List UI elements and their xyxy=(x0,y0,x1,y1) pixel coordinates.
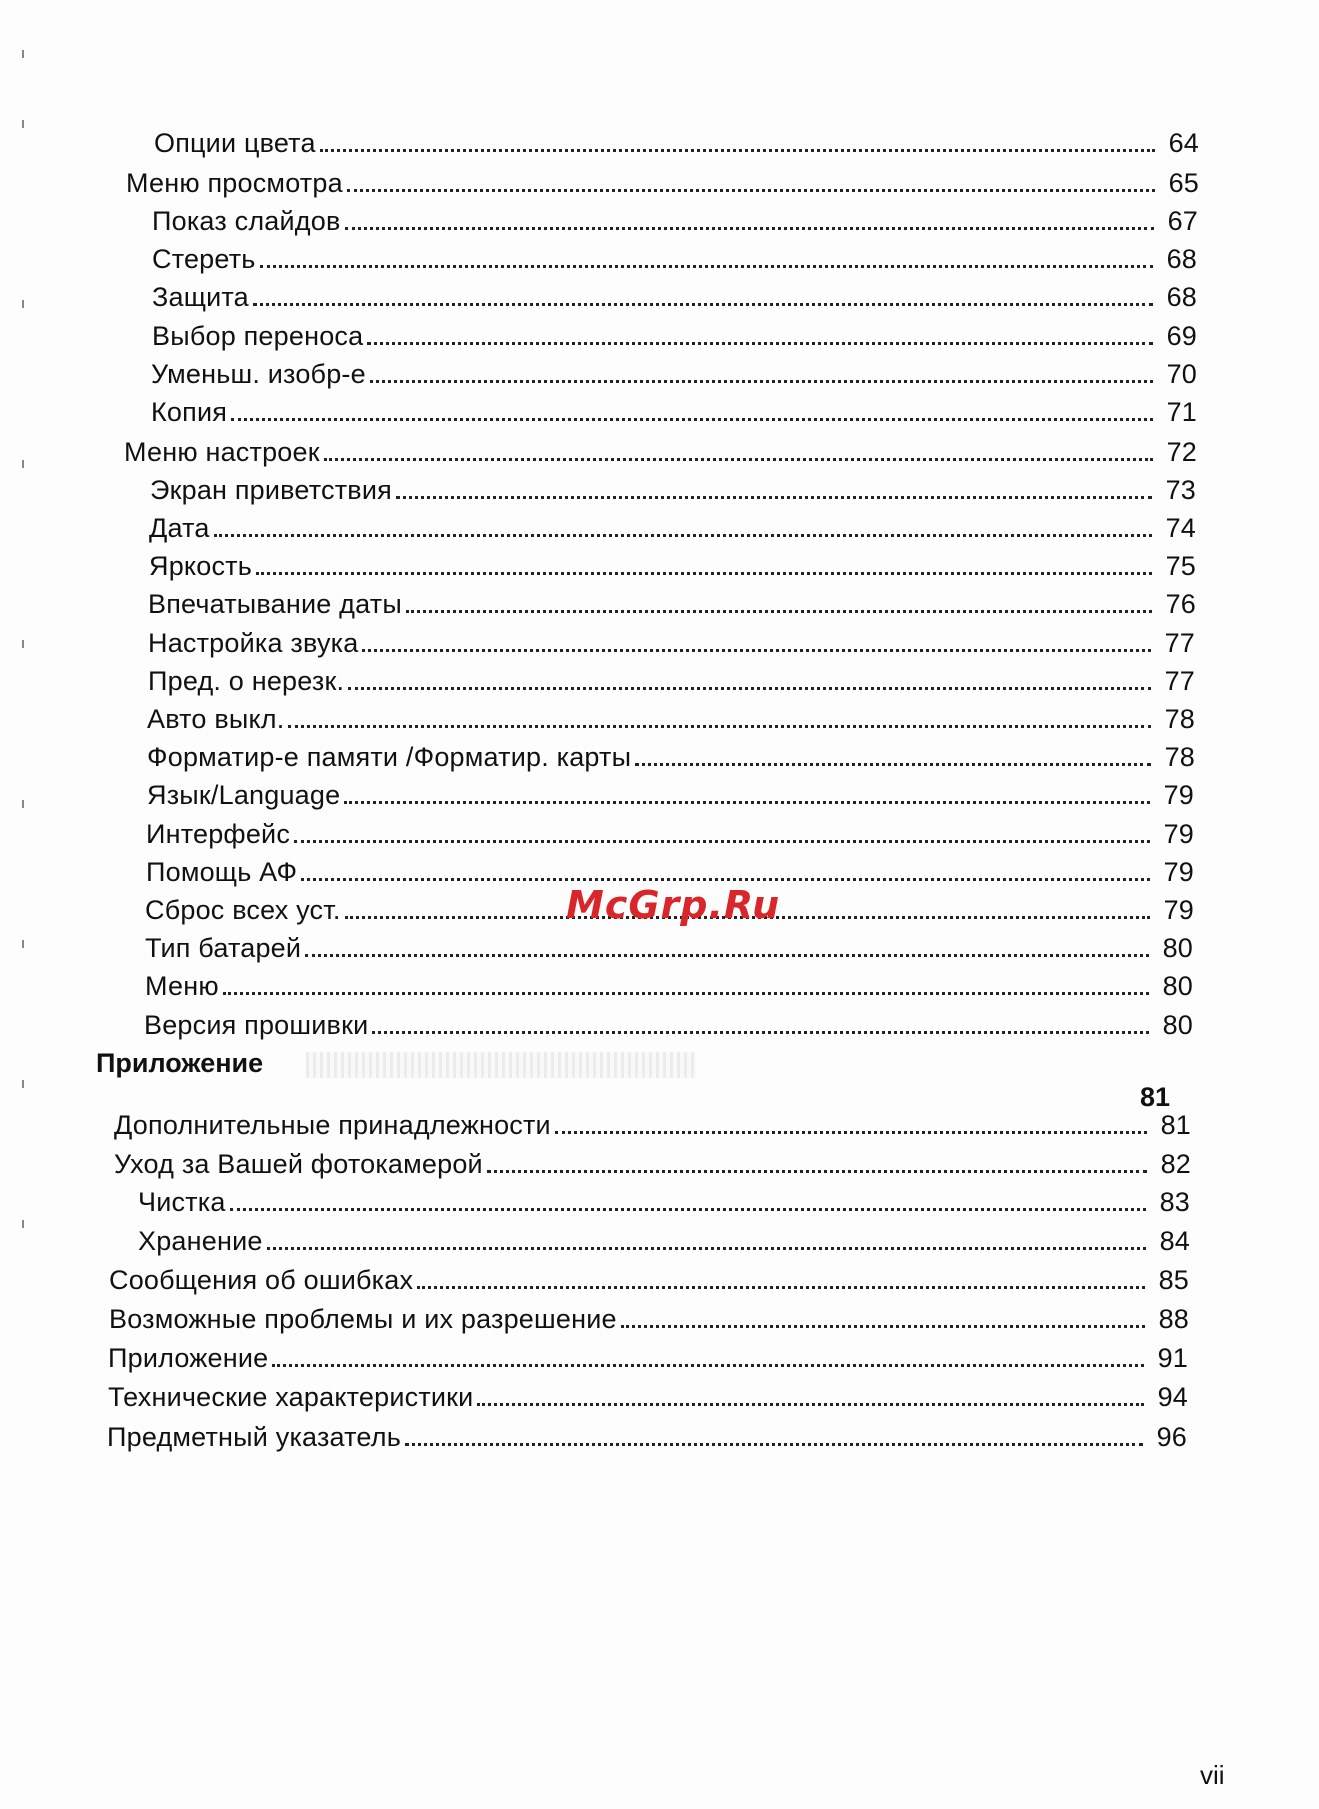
toc-entry[interactable] xyxy=(109,1302,1189,1336)
leader-dots xyxy=(260,265,1153,268)
leader-dots xyxy=(267,1247,1146,1250)
leader-dots xyxy=(230,1208,1146,1211)
toc-entry-label: Хранение xyxy=(138,1226,263,1256)
toc-entry[interactable] xyxy=(149,549,1196,583)
leader-dots xyxy=(345,227,1155,230)
toc-entry-label: Технические характеристики xyxy=(108,1382,474,1412)
toc-entry-page: 69 xyxy=(1166,321,1197,351)
toc-entry-page: 91 xyxy=(1157,1343,1188,1373)
toc-entry-label: Меню настроек xyxy=(124,437,320,467)
heading-shading xyxy=(306,1052,696,1078)
toc-entry-label: Уменьш. изобр-е xyxy=(151,359,366,389)
toc-entry[interactable] xyxy=(124,435,1197,469)
toc-entry[interactable] xyxy=(150,473,1196,507)
toc-entry[interactable] xyxy=(144,1008,1193,1042)
toc-entry-page: 78 xyxy=(1164,742,1195,772)
leader-dots xyxy=(362,649,1151,652)
toc-entry-label: Настройка звука xyxy=(148,628,359,658)
toc-entry[interactable] xyxy=(147,740,1195,774)
appendix-page-number: 81 xyxy=(1140,1082,1171,1112)
page-folio: vii xyxy=(1200,1760,1225,1790)
toc-entry-label: Экран приветствия xyxy=(150,475,392,505)
leader-dots xyxy=(367,342,1153,345)
toc-entry[interactable] xyxy=(108,1341,1188,1375)
toc-entry-label: Приложение xyxy=(108,1343,269,1373)
toc-entry-page: 72 xyxy=(1166,437,1197,467)
leader-dots xyxy=(231,418,1153,421)
leader-dots xyxy=(417,1286,1145,1289)
toc-entry-page: 82 xyxy=(1160,1149,1191,1179)
toc-entry[interactable] xyxy=(154,126,1199,160)
leader-dots xyxy=(294,840,1150,843)
toc-entry-page: 88 xyxy=(1158,1304,1189,1334)
toc-entry-label: Язык/Language xyxy=(147,780,341,810)
toc-entry-label: Предметный указатель xyxy=(107,1422,401,1452)
toc-entry-page: 80 xyxy=(1162,1010,1193,1040)
toc-entry-label: Уход за Вашей фотокамерой xyxy=(114,1149,483,1179)
toc-entry[interactable] xyxy=(107,1420,1187,1454)
toc-entry[interactable] xyxy=(152,319,1197,353)
toc-entry[interactable] xyxy=(147,778,1194,812)
leader-dots xyxy=(223,992,1149,995)
toc-entry-label: Авто выкл. xyxy=(147,704,285,734)
leader-dots xyxy=(272,1364,1144,1367)
leader-dots xyxy=(214,534,1152,537)
toc-entry-page: 70 xyxy=(1166,359,1197,389)
leader-dots xyxy=(405,1443,1143,1446)
toc-entry-page: 67 xyxy=(1167,206,1198,236)
leader-dots xyxy=(487,1170,1147,1173)
leader-dots xyxy=(288,725,1151,728)
toc-entry[interactable] xyxy=(108,1380,1188,1414)
toc-entry-label: Копия xyxy=(151,397,228,427)
toc-entry[interactable] xyxy=(152,242,1197,276)
toc-entry-label: Впечатывание даты xyxy=(148,589,402,619)
leader-dots xyxy=(301,878,1150,881)
toc-entry-page: 77 xyxy=(1164,628,1195,658)
toc-entry-page: 75 xyxy=(1165,551,1196,581)
toc-entry-page: 80 xyxy=(1162,971,1193,1001)
toc-entry[interactable] xyxy=(151,357,1197,391)
toc-entry-page: 71 xyxy=(1166,397,1197,427)
toc-entry-label: Чистка xyxy=(138,1187,226,1217)
leader-dots xyxy=(256,572,1152,575)
toc-entry-label: Показ слайдов xyxy=(152,206,341,236)
toc-entry[interactable] xyxy=(109,1263,1189,1297)
toc-entry[interactable] xyxy=(114,1108,1191,1142)
toc-entry-page: 74 xyxy=(1165,513,1196,543)
toc-entry-label: Выбор переноса xyxy=(152,321,364,351)
leader-dots xyxy=(344,801,1150,804)
leader-dots xyxy=(477,1403,1144,1406)
leader-dots xyxy=(621,1325,1145,1328)
toc-entry-page: 64 xyxy=(1168,128,1199,158)
toc-entry-page: 73 xyxy=(1165,475,1196,505)
toc-entry-page: 94 xyxy=(1157,1382,1188,1412)
toc-entry-page: 85 xyxy=(1158,1265,1189,1295)
toc-entry-label: Сброс всех уст. xyxy=(145,895,341,925)
toc-entry-label: Защита xyxy=(152,282,249,312)
toc-entry[interactable] xyxy=(148,587,1196,621)
toc-entry-label: Меню xyxy=(145,971,219,1001)
toc-entry-page: 79 xyxy=(1163,780,1194,810)
toc-entry[interactable] xyxy=(145,969,1193,1003)
toc-entry-label: Дополнительные принадлежности xyxy=(114,1110,551,1140)
toc-entry-page: 84 xyxy=(1159,1226,1190,1256)
leader-dots xyxy=(396,496,1152,499)
leader-dots xyxy=(347,189,1155,192)
toc-entry-page: 79 xyxy=(1163,895,1194,925)
toc-entry-label: Пред. о нерезк. xyxy=(148,666,345,696)
toc-entry-label: Сообщения об ошибках xyxy=(109,1265,414,1295)
toc-entry-page: 79 xyxy=(1163,819,1194,849)
toc-entry-page: 96 xyxy=(1156,1422,1187,1452)
toc-entry-page: 80 xyxy=(1162,933,1193,963)
toc-entry[interactable] xyxy=(152,280,1197,314)
leader-dots xyxy=(348,687,1151,690)
toc-entry-label: Стереть xyxy=(152,244,256,274)
watermark: McGrp.Ru xyxy=(566,883,781,927)
appendix-heading-label: Приложение xyxy=(96,1048,264,1078)
toc-entry-label: Помощь АФ xyxy=(146,857,298,887)
toc-entry-label: Тип батарей xyxy=(145,933,302,963)
toc-entry[interactable] xyxy=(151,395,1197,429)
toc-entry-page: 68 xyxy=(1166,282,1197,312)
leader-dots xyxy=(406,610,1152,613)
toc-entry[interactable] xyxy=(152,204,1198,238)
toc-entry-page: 76 xyxy=(1165,589,1196,619)
toc-entry-page: 81 xyxy=(1160,1110,1191,1140)
margin-punch-marks xyxy=(22,40,28,1340)
leader-dots xyxy=(635,763,1151,766)
appendix-heading[interactable] xyxy=(96,1046,263,1080)
leader-dots xyxy=(320,149,1155,152)
toc-entry[interactable] xyxy=(148,626,1195,660)
toc-entry-label: Дата xyxy=(149,513,210,543)
toc-entry[interactable] xyxy=(146,817,1194,851)
leader-dots xyxy=(370,380,1153,383)
toc-entry[interactable] xyxy=(114,1147,1191,1181)
toc-entry-label: Опции цвета xyxy=(154,128,316,158)
toc-entry[interactable] xyxy=(149,511,1196,545)
toc-entry-page: 65 xyxy=(1168,168,1199,198)
leader-dots xyxy=(555,1131,1147,1134)
toc-entry-label: Меню просмотра xyxy=(126,168,343,198)
leader-dots xyxy=(305,954,1149,957)
toc-entry-page: 83 xyxy=(1159,1187,1190,1217)
toc-entry-label: Интерфейс xyxy=(146,819,291,849)
toc-entry-label: Форматир-е памяти /Форматир. карты xyxy=(147,742,632,772)
leader-dots xyxy=(253,303,1153,306)
toc-entry-page: 79 xyxy=(1163,857,1194,887)
toc-entry-label: Версия прошивки xyxy=(144,1010,369,1040)
toc-entry[interactable] xyxy=(145,931,1193,965)
toc-entry[interactable] xyxy=(147,702,1195,736)
leader-dots xyxy=(372,1031,1149,1034)
toc-entry[interactable] xyxy=(148,664,1195,698)
toc-entry[interactable] xyxy=(138,1185,1190,1219)
toc-entry-label: Возможные проблемы и их разрешение xyxy=(109,1304,617,1334)
toc-entry[interactable] xyxy=(138,1224,1190,1258)
leader-dots xyxy=(324,458,1153,461)
toc-entry-page: 68 xyxy=(1166,244,1197,274)
toc-entry[interactable] xyxy=(126,166,1199,200)
toc-entry-page: 77 xyxy=(1164,666,1195,696)
toc-entry-label: Яркость xyxy=(149,551,252,581)
toc-entry-page: 78 xyxy=(1164,704,1195,734)
